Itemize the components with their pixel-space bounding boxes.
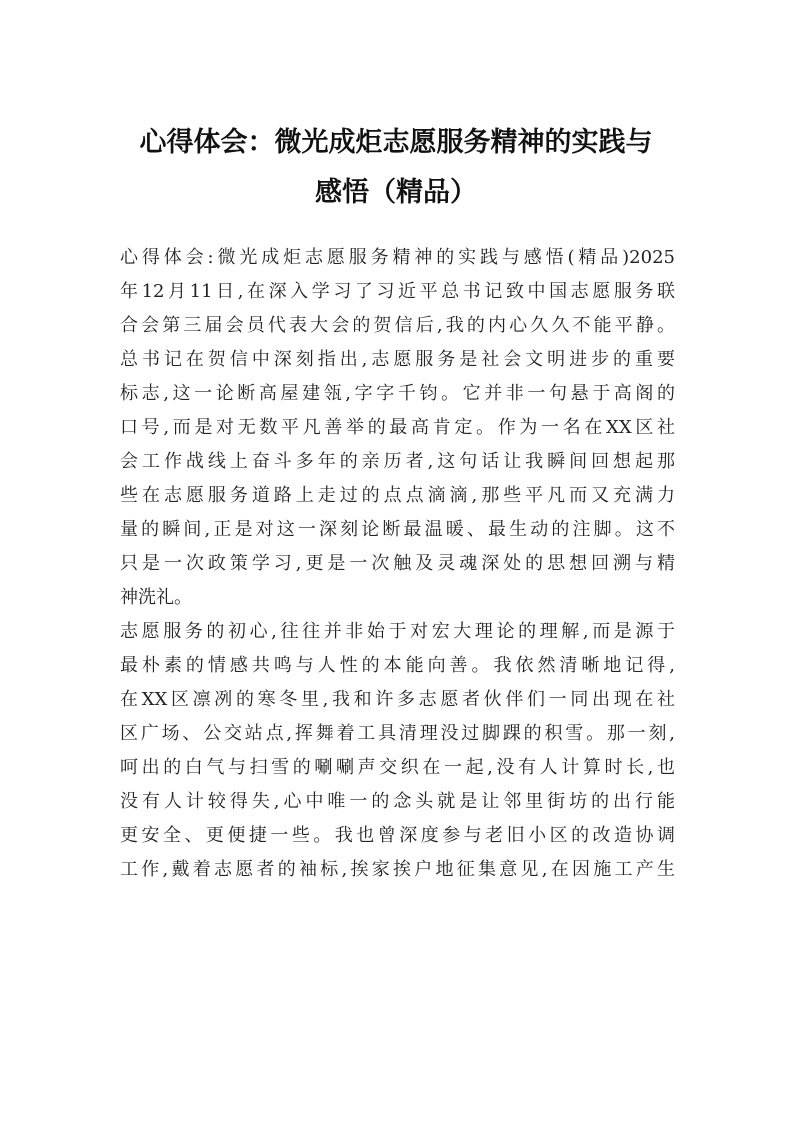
text-line: 些在志愿服务道路上走过的点点滴滴,那些平凡而又充满力	[120, 485, 675, 506]
text-line: 年12月11日,在深入学习了习近平总书记致中国志愿服务联	[120, 281, 675, 302]
title-line: 感悟（精品）	[315, 177, 477, 208]
text-line: 口号,而是对无数平凡善举的最高肯定。作为一名在XX区社	[120, 417, 675, 438]
text-line: 呵出的白气与扫雪的唰唰声交织在一起,没有人计算时长,也	[120, 757, 675, 778]
text-line: 量的瞬间,正是对这一深刻论断最温暖、最生动的注脚。这不	[120, 519, 675, 540]
title-line: 心得体会：微光成炬志愿服务精神的实践与	[139, 127, 653, 158]
text-line: 合会第三届会员代表大会的贺信后,我的内心久久不能平静。	[120, 315, 675, 336]
text-line: 更安全、更便捷一些。我也曾深度参与老旧小区的改造协调	[120, 825, 675, 846]
text-line: 只是一次政策学习,更是一次触及灵魂深处的思想回溯与精	[120, 553, 675, 574]
text-line: 心得体会:微光成炬志愿服务精神的实践与感悟(精品)2025	[120, 247, 675, 268]
paragraph	[120, 241, 675, 615]
paragraph	[120, 615, 675, 887]
text-line: 志愿服务的初心,往往并非始于对宏大理论的理解,而是源于	[120, 621, 675, 642]
text-line: 总书记在贺信中深刻指出,志愿服务是社会文明进步的重要	[120, 349, 675, 370]
text-line: 没有人计较得失,心中唯一的念头就是让邻里街坊的出行能	[120, 791, 675, 812]
text-line: 区广场、公交站点,挥舞着工具清理没过脚踝的积雪。那一刻,	[120, 723, 675, 744]
text-line: 标志,这一论断高屋建瓴,字字千钧。它并非一句悬于高阁的	[120, 383, 675, 404]
text-line: 在XX区凛冽的寒冬里,我和许多志愿者伙伴们一同出现在社	[120, 689, 675, 710]
text-line: 神洗礼。	[120, 587, 192, 608]
text-line: 会工作战线上奋斗多年的亲历者,这句话让我瞬间回想起那	[120, 451, 675, 472]
document-title	[96, 118, 696, 218]
document-body	[120, 241, 675, 887]
text-line: 工作,戴着志愿者的袖标,挨家挨户地征集意见,在因施工产生	[120, 859, 675, 880]
text-line: 最朴素的情感共鸣与人性的本能向善。我依然清晰地记得,	[120, 655, 675, 676]
